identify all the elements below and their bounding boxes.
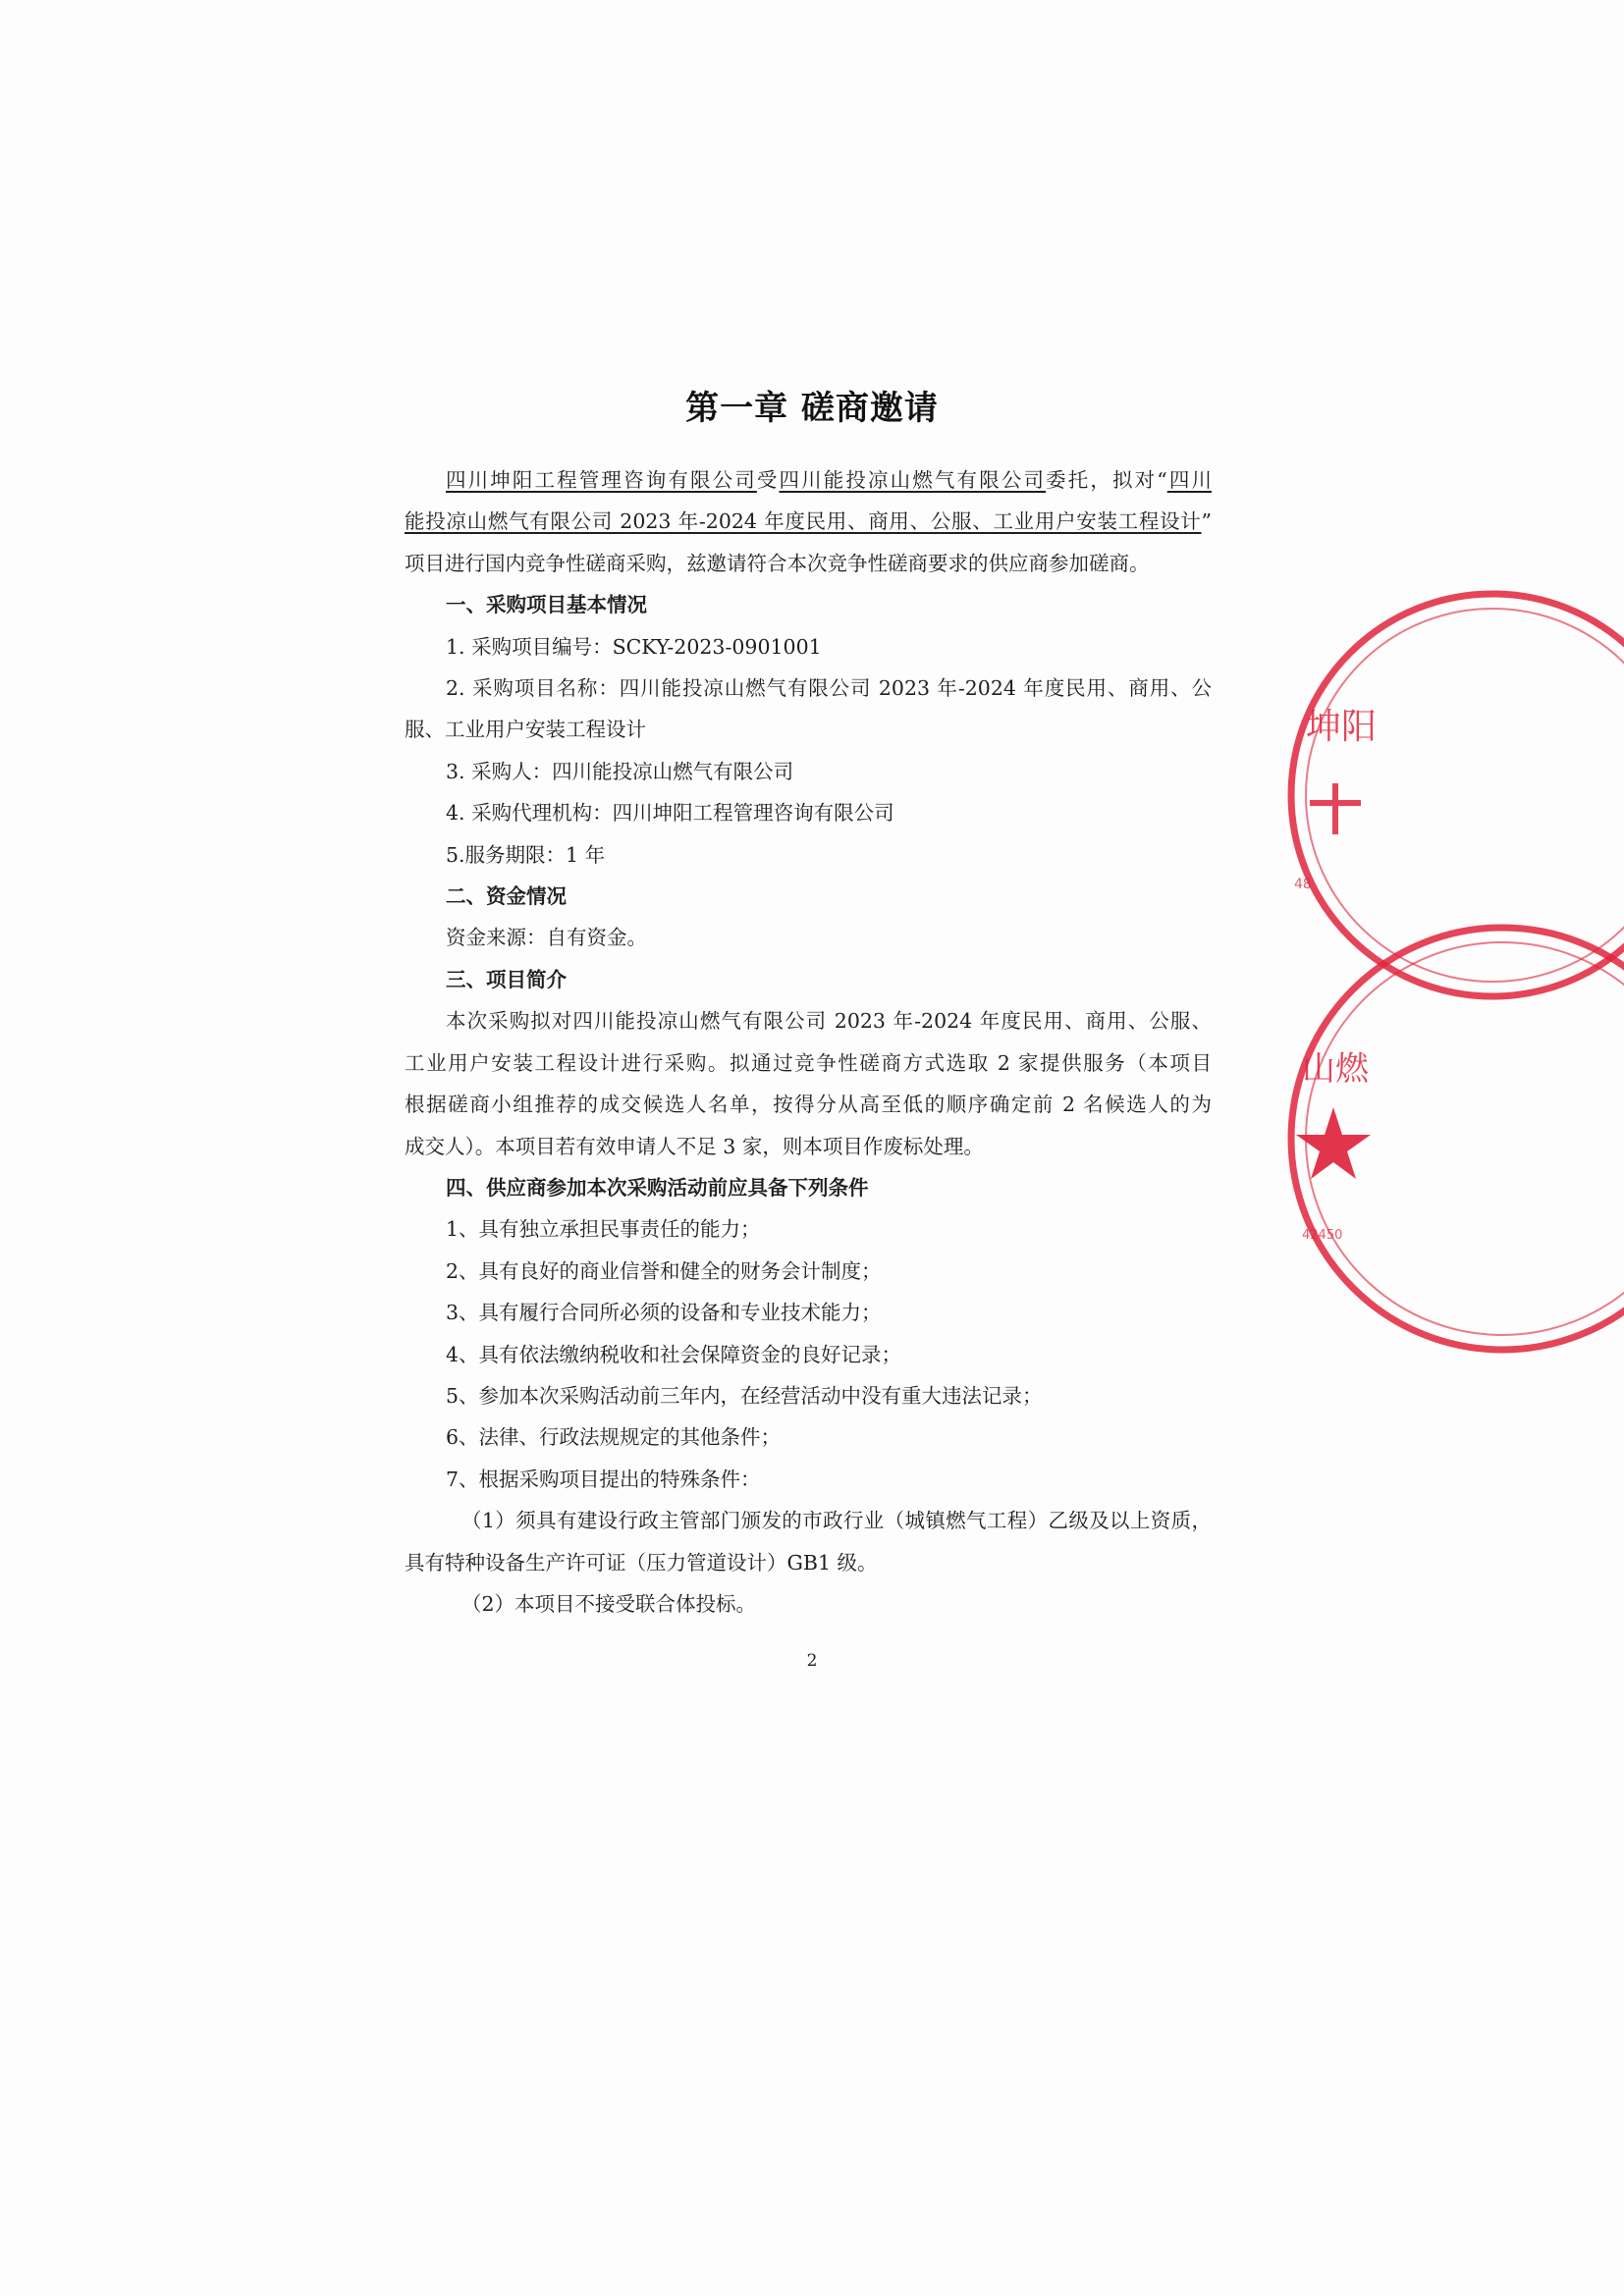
item-agency: 4. 采购代理机构：四川坤阳工程管理咨询有限公司 xyxy=(446,801,894,826)
special-condition-1-line2: 具有特种设备生产许可证（压力管道设计）GB1 级。 xyxy=(405,1550,878,1575)
chapter-title: 第一章 磋商邀请 xyxy=(685,389,939,428)
project-name: 能投凉山燃气有限公司 2023 年-2024 年度民用、商用、公服、工业用户安装工程设计 xyxy=(405,509,1202,534)
condition-item: 4、具有依法缴纳税收和社会保障资金的良好记录； xyxy=(446,1342,902,1366)
item-project-number: 1. 采购项目编号：SCKY-2023-0901001 xyxy=(446,634,822,659)
section-heading-funds: 二、资金情况 xyxy=(446,884,567,909)
funds-source: 资金来源：自有资金。 xyxy=(446,926,647,950)
document-body xyxy=(405,459,1212,1625)
seal-stamp-icon xyxy=(1267,677,1378,913)
condition-item: 2、具有良好的商业信誉和健全的财务会计制度； xyxy=(446,1258,882,1283)
client-name: 四川能投凉山燃气有限公司 xyxy=(779,468,1047,492)
seal-a-number: 48 xyxy=(1294,877,1312,892)
intro-line-1: 四川坤阳工程管理咨询有限公司受四川能投凉山燃气有限公司委托，拟对“四川 xyxy=(446,468,1213,492)
intro-line-3: 项目进行国内竞争性磋商采购，兹邀请符合本次竞争性磋商要求的供应商参加磋商。 xyxy=(405,551,1150,575)
condition-item: 1、具有独立承担民事责任的能力； xyxy=(446,1217,761,1242)
condition-item: 6、法律、行政法规规定的其他条件； xyxy=(446,1425,782,1450)
special-condition-2: （2）本项目不接受联合体投标。 xyxy=(461,1591,757,1616)
seal-b-text: 山燃 xyxy=(1302,1049,1369,1089)
condition-item: 7、根据采购项目提出的特殊条件： xyxy=(446,1467,761,1491)
overview-line-2: 工业用户安装工程设计进行采购。拟通过竞争性磋商方式选取 2 家提供服务（本项目 xyxy=(405,1050,1212,1075)
page-number: 2 xyxy=(806,1651,818,1671)
seal-a-text: 坤阳 xyxy=(1306,707,1378,747)
agency-seal-fragment xyxy=(1267,677,1378,913)
intro-line-2: 能投凉山燃气有限公司 2023 年-2024 年度民用、商用、公服、工业用户安装工程设计” xyxy=(405,509,1212,534)
seal-b-number: 42450 xyxy=(1302,1228,1343,1243)
section-heading-basic-info: 一、采购项目基本情况 xyxy=(446,593,647,617)
item-project-name-line2: 服、工业用户安装工程设计 xyxy=(405,718,646,742)
condition-item: 3、具有履行合同所必须的设备和专业技术能力； xyxy=(446,1301,882,1325)
section-heading-overview: 三、项目简介 xyxy=(446,967,567,991)
overview-line-3: 根据磋商小组推荐的成交候选人名单，按得分从高至低的顺序确定前 2 名候选人的为 xyxy=(405,1093,1212,1117)
agency-name: 四川坤阳工程管理咨询有限公司 xyxy=(446,468,757,492)
item-project-name-line1: 2. 采购项目名称：四川能投凉山燃气有限公司 2023 年-2024 年度民用、商用、公 xyxy=(446,676,1212,701)
seal-star-icon xyxy=(1267,1011,1369,1266)
overview-line-4: 成交人）。本项目若有效申请人不足 3 家，则本项目作废标处理。 xyxy=(405,1134,984,1158)
special-condition-1-line1: （1）须具有建设行政主管部门颁发的市政行业（城镇燃气工程）乙级及以上资质， xyxy=(461,1509,1212,1533)
condition-item: 5、参加本次采购活动前三年内，在经营活动中没有重大违法记录； xyxy=(446,1383,1043,1408)
overview-line-1: 本次采购拟对四川能投凉山燃气有限公司 2023 年-2024 年度民用、商用、公服、 xyxy=(446,1009,1212,1034)
client-seal-fragment xyxy=(1267,1011,1369,1266)
item-service-period: 5.服务期限：1 年 xyxy=(446,842,606,867)
item-purchaser: 3. 采购人：四川能投凉山燃气有限公司 xyxy=(446,759,794,783)
section-heading-conditions: 四、供应商参加本次采购活动前应具备下列条件 xyxy=(446,1175,869,1200)
